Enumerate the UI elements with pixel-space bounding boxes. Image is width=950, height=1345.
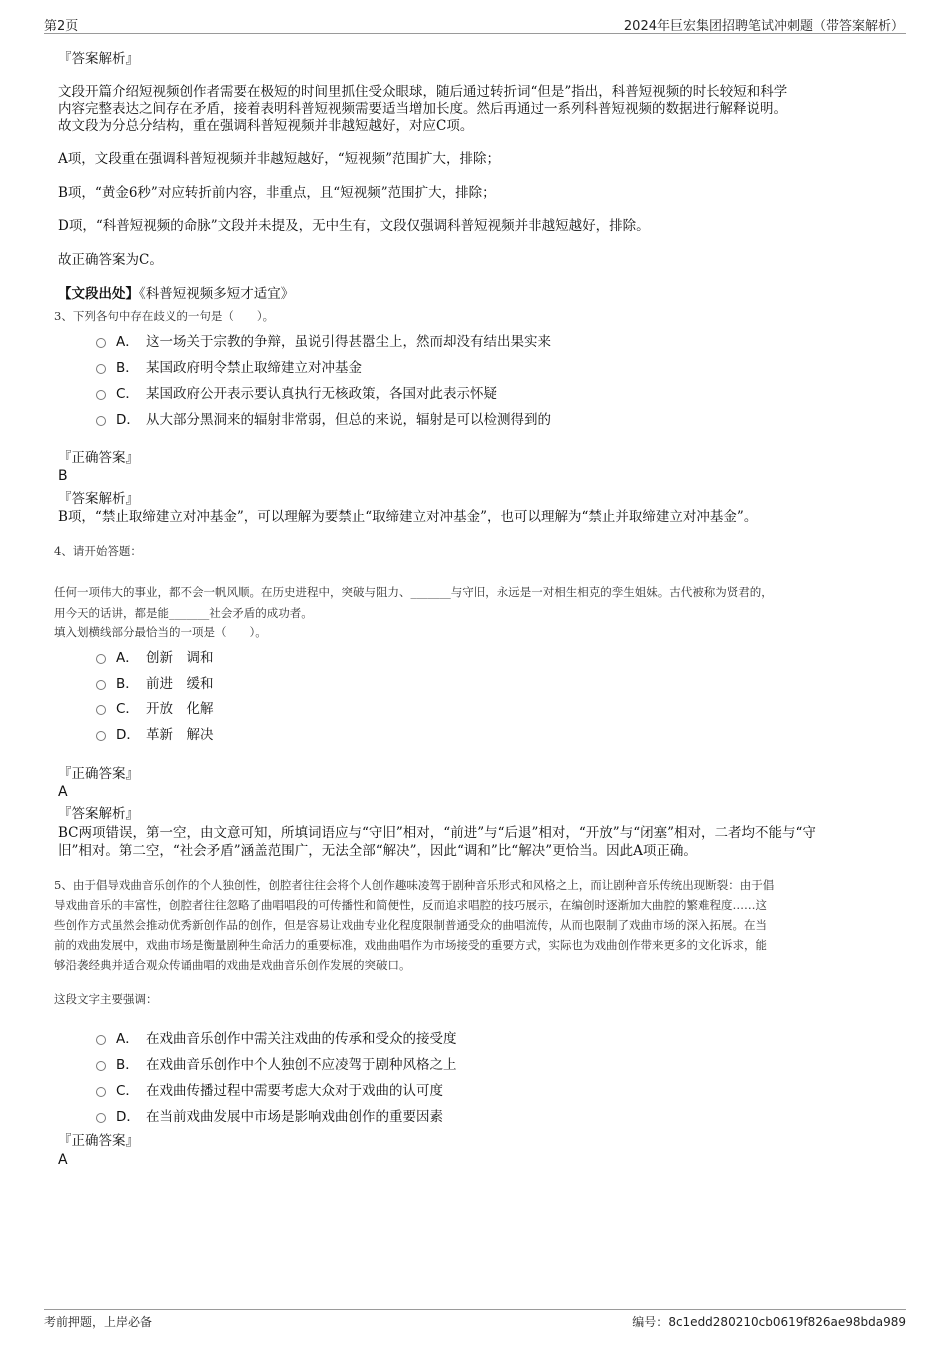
q2-source	[58, 286, 294, 303]
q5-passage-line-2: 导戏曲音乐的丰富性，创腔者往往忽略了曲唱唱段的可传播性和简便性，反而追求唱腔的技巧展示，在编创时逐渐加大曲腔的繁难程度……这	[54, 898, 767, 912]
q2-note-b: B项，“黄金6秒”对应转折前内容，非重点，且“短视频”范围扩大，排除；	[58, 185, 496, 201]
q4-passage-line-2: 用今天的话讲，都是能_______社会矛盾的成功者。	[54, 606, 313, 620]
q3-correct-label: 『正确答案』	[58, 450, 139, 466]
radio-icon[interactable]	[96, 705, 106, 715]
q3-option-d[interactable]: D． 从大部分黑洞来的辐射非常弱，但总的来说，辐射是可以检测得到的	[96, 408, 551, 428]
q4-correct-label: 『正确答案』	[58, 766, 139, 782]
q3-option-b[interactable]: B． 某国政府明令禁止取缔建立对冲基金	[96, 356, 362, 376]
q5-passage-line-1: 5、由于倡导戏曲音乐创作的个人独创性，创腔者往往会将个人创作趣味凌驾于剧种音乐形式和风格之上，而让剧种音乐传统出现断裂：由于倡	[54, 878, 775, 892]
q4-option-c[interactable]: C． 开放 化解	[96, 697, 214, 717]
q4-analysis-line-2: 旧”相对。第二空，“社会矛盾”涵盖范围广，无法全部“解决”，因此“调和”比“解决”更恰当。因此A项正确。	[58, 843, 697, 859]
footer-code	[632, 1313, 906, 1330]
q2-source-title: 《科普短视频多短才适宜》	[139, 286, 295, 302]
footer-code-label: 编号：	[632, 1315, 669, 1329]
footer-slogan: 考前押题，上岸必备	[44, 1315, 153, 1329]
q5-option-c[interactable]: C． 在戏曲传播过程中需要考虑大众对于戏曲的认可度	[96, 1079, 443, 1099]
radio-icon[interactable]	[96, 1087, 106, 1097]
header-divider	[44, 33, 906, 34]
q5-option-a[interactable]: A． 在戏曲音乐创作中需关注戏曲的传承和受众的接受度	[96, 1027, 457, 1047]
q4-analysis-line-1: BC两项错误，第一空，由文意可知，所填词语应与“守旧”相对，“前进”与“后退”相对，“开放”与“闭塞”相对，二者均不能与“守	[58, 825, 816, 841]
q4-option-b[interactable]: B． 前进 缓和	[96, 672, 214, 692]
q2-source-bracket: 【文段出处】	[58, 286, 139, 302]
q2-analysis-line-1: 文段开篇介绍短视频创作者需要在极短的时间里抓住受众眼球，随后通过转折词“但是”指出，科普短视频的时长较短和科学	[58, 84, 788, 100]
radio-icon[interactable]	[96, 680, 106, 690]
q4-analysis-label: 『答案解析』	[58, 806, 139, 822]
q4-question: 填入划横线部分最恰当的一项是（ ）。	[54, 625, 267, 639]
document-title: 2024年巨宏集团招聘笔试冲刺题（带答案解析）	[623, 19, 904, 34]
q2-conclusion: 故正确答案为C。	[58, 252, 163, 268]
q2-analysis-line-2: 内容完整表达之间存在矛盾，接着表明科普短视频需要适当增加长度。然后再通过一系列科普短视频的数据进行解释说明。	[58, 101, 787, 117]
q3-stem: 3、下列各句中存在歧义的一句是（ ）。	[54, 309, 275, 323]
page-number: 第2页	[44, 19, 79, 34]
q2-analysis-line-3: 故文段为分总分结构，重在强调科普短视频并非越短越好，对应C项。	[58, 118, 474, 134]
q5-correct-answer: A	[58, 1152, 68, 1168]
q4-stem: 4、请开始答题：	[54, 544, 142, 558]
q2-note-a: A项，文段重在强调科普短视频并非越短越好，“短视频”范围扩大，排除；	[58, 151, 501, 167]
radio-icon[interactable]	[96, 338, 106, 348]
q3-option-c[interactable]: C． 某国政府公开表示要认真执行无核政策，各国对此表示怀疑	[96, 382, 497, 402]
radio-icon[interactable]	[96, 416, 106, 426]
q4-option-a[interactable]: A． 创新 调和	[96, 646, 214, 666]
q4-option-d[interactable]: D． 革新 解决	[96, 723, 214, 743]
q5-correct-label: 『正确答案』	[58, 1133, 139, 1149]
radio-icon[interactable]	[96, 390, 106, 400]
q4-correct-answer: A	[58, 784, 68, 800]
radio-icon[interactable]	[96, 1035, 106, 1045]
q5-passage-line-5: 够沿袭经典并适合观众传诵曲唱的戏曲是戏曲音乐创作发展的突破口。	[54, 958, 411, 972]
q5-option-b[interactable]: B． 在戏曲音乐创作中个人独创不应凌驾于剧种风格之上	[96, 1053, 457, 1073]
q5-option-d[interactable]: D． 在当前戏曲发展中市场是影响戏曲创作的重要因素	[96, 1105, 443, 1125]
q3-analysis: B项，“禁止取缔建立对冲基金”，可以理解为要禁止“取缔建立对冲基金”，也可以理解为“禁止并取缔建立对冲基金”。	[58, 509, 758, 525]
q5-passage-line-4: 前的戏曲发展中，戏曲市场是衡量剧种生命活力的重要标准，戏曲曲唱作为市场接受的重要方式，实际也为戏曲创作带来更多的文化诉求，能	[54, 938, 767, 952]
q2-analysis-label: 『答案解析』	[58, 51, 139, 67]
radio-icon[interactable]	[96, 731, 106, 741]
radio-icon[interactable]	[96, 1061, 106, 1071]
radio-icon[interactable]	[96, 364, 106, 374]
q3-analysis-label: 『答案解析』	[58, 491, 139, 507]
footer-code-value: 8c1edd280210cb0619f826ae98bda989	[668, 1315, 906, 1329]
q3-correct-answer: B	[58, 468, 68, 484]
q5-passage-line-3: 些创作方式虽然会推动优秀新创作品的创作，但是容易让戏曲专业化程度限制普通受众的曲唱流传，从而也限制了戏曲市场的深入拓展。在当	[54, 918, 767, 932]
radio-icon[interactable]	[96, 1113, 106, 1123]
q4-passage-line-1: 任何一项伟大的事业，都不会一帆风顺。在历史进程中，突破与阻力、_______与守旧，永远是一对相生相克的孪生姐妹。古代被称为贤君的，	[54, 585, 773, 599]
radio-icon[interactable]	[96, 654, 106, 664]
q2-note-d: D项，“科普短视频的命脉”文段并未提及，无中生有，文段仅强调科普短视频并非越短越好，排除。	[58, 218, 650, 234]
footer-divider	[44, 1309, 906, 1310]
q5-question: 这段文字主要强调：	[54, 992, 158, 1006]
q3-option-a[interactable]: A． 这一场关于宗教的争辩，虽说引得甚嚣尘上，然而却没有结出果实来	[96, 330, 551, 350]
